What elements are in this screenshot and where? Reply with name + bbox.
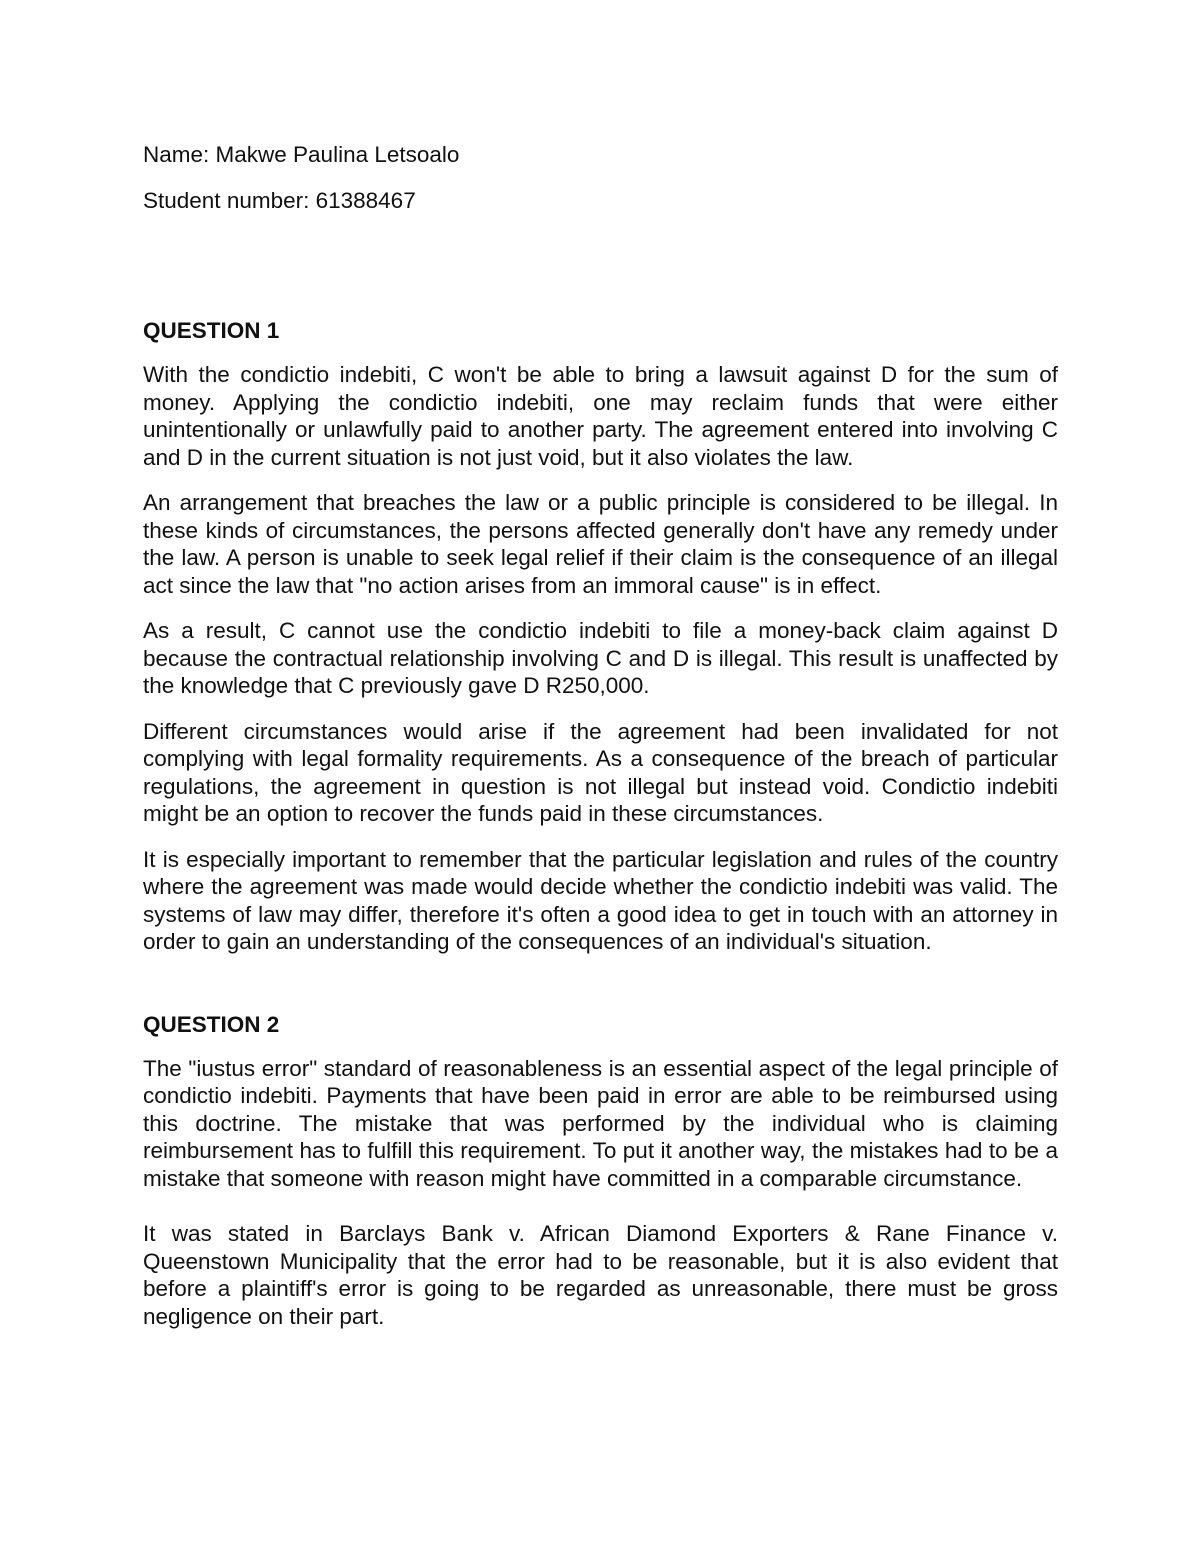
- question-2-section: [143, 1010, 1058, 1331]
- question-1-paragraph: With the condictio indebiti, C won't be able to bring a lawsuit against D for the sum of money. Applying the condictio indebiti, one may reclaim funds that were either unintentionally or unlawfully paid to another party. The agreement entered into involving C and D in the current situation is not just void, but it also violates the law.: [143, 362, 1058, 470]
- student-number: Student number: 61388467: [143, 188, 416, 213]
- question-1-paragraph: It is especially important to remember that the particular legislation and rules of the country where the agreement was made would decide whether the condictio indebiti was valid. The systems of law may differ, therefore it's often a good idea to get in touch with an attorney in order to gain an understanding of the consequences of an individual's situation.: [143, 846, 1058, 954]
- question-1-paragraph: An arrangement that breaches the law or a public principle is considered to be illegal. In these kinds of circumstances, the persons affected generally don't have any remedy under the law. A person is unable to seek legal relief if their claim is the consequence of an illegal act since the law that "no action arises from an immoral cause" is in effect.: [143, 490, 1058, 598]
- question-1-heading: QUESTION 1: [143, 318, 280, 343]
- question-2-paragraph: It was stated in Barclays Bank v. African Diamond Exporters & Rane Finance v. Queenstown Municipality that the error had to be reasonable, but it is also evident that before a plaintiff's error is going to be regarded as unreasonable, there must be gross negligence on their part.: [143, 1221, 1058, 1329]
- question-1-section: [143, 316, 1058, 956]
- document-page: [143, 140, 1058, 1348]
- question-1-paragraph: As a result, C cannot use the condictio indebiti to file a money-back claim against D because the contractual relationship involving C and D is illegal. This result is unaffected by the knowledge that C previously gave D R250,000.: [143, 618, 1058, 698]
- question-2-heading: QUESTION 2: [143, 1011, 280, 1037]
- student-name: Name: Makwe Paulina Letsoalo: [143, 142, 460, 167]
- question-1-paragraph: Different circumstances would arise if the agreement had been invalidated for not complying with legal formality requirements. As a consequence of the breach of particular regulations, the agreement in question is not illegal but instead void. Condictio indebiti might be an option to recover the funds paid in these circumstances.: [143, 718, 1058, 826]
- question-2-paragraph: The "iustus error" standard of reasonableness is an essential aspect of the legal principle of condictio indebiti. Payments that have been paid in error are able to be reimbursed using this doctrine. The mistake that was performed by the individual who is claiming reimbursement has to fulfill this requirement. To put it another way, the mistakes had to be a mistake that someone with reason might have committed in a comparable circumstance.: [143, 1055, 1058, 1191]
